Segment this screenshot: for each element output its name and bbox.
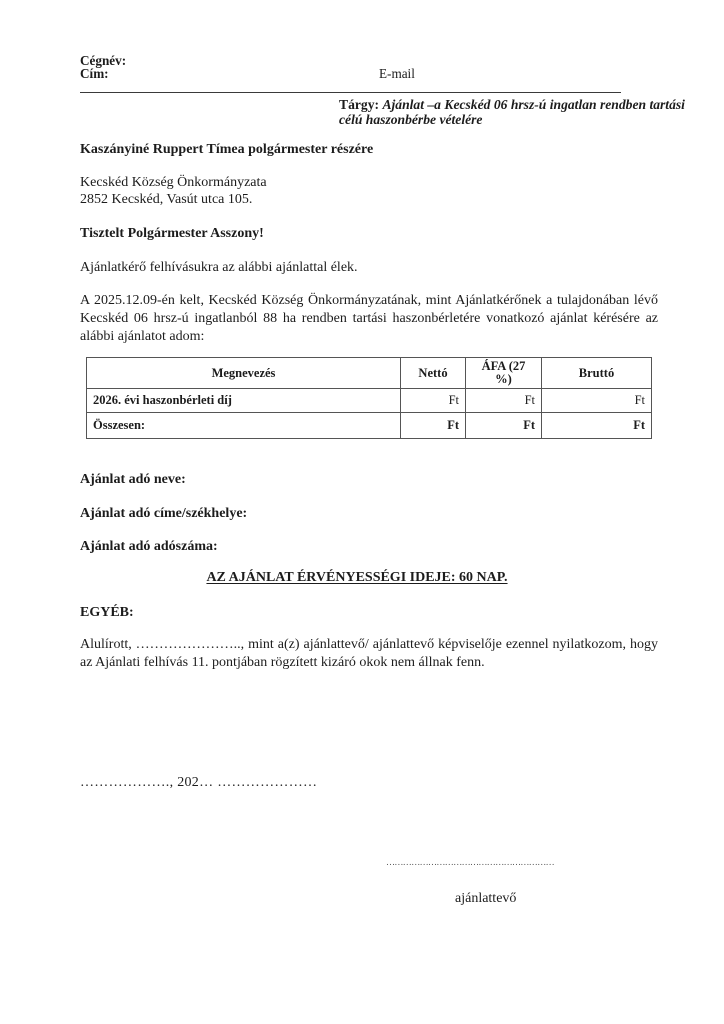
table-row [87, 389, 652, 413]
total-net-value[interactable]: Ft [401, 413, 466, 439]
col-header-net: Nettó [401, 358, 466, 389]
recipient-address: 2852 Kecskéd, Vasút utca 105. [80, 192, 253, 207]
recipient-org: Kecskéd Község Önkormányzata [80, 175, 267, 190]
subject-line-2: célú haszonbérbe vételére [339, 112, 483, 127]
table-header-row [87, 358, 652, 389]
signature-line[interactable]: …………………………………………………… [386, 857, 555, 867]
address-label: Cím: [80, 66, 109, 81]
date-place-line[interactable]: ………………., 202… ………………… [80, 775, 318, 790]
offeror-address-label: Ajánlat adó címe/székhelye: [80, 506, 248, 521]
total-label: Összesen: [87, 413, 401, 439]
addressee: Kaszányiné Ruppert Tímea polgármester részére [80, 142, 374, 157]
col-header-vat: ÁFA (27 %) [466, 358, 542, 389]
offeror-name-label: Ajánlat adó neve: [80, 472, 186, 487]
company-name-label: Cégnév: [80, 53, 127, 68]
row-label: 2026. évi haszonbérleti díj [87, 389, 401, 413]
offer-table [86, 357, 652, 439]
body-paragraph: A 2025.12.09-én kelt, Kecskéd Község Önkormányzatának, mint Ajánlatkérőnek a tulajdonában lévő Kecskéd 06 hrsz-ú ingatlanból 88 ha rendben tartási haszonbérletére vonatkozó ajánlat kérésére az alábbi ajánlatot adom: [80, 293, 658, 344]
offeror-tax-label: Ajánlat adó adószáma: [80, 539, 218, 554]
email-label: E-mail [379, 66, 415, 81]
declaration-paragraph: Alulírott, ………………….., mint a(z) ajánlattevő/ ajánlattevő képviselője ezennel nyilatkozom, hogy az Ajánlati felhívás 11. pontjában rögzített kizáró okok nem állnak fenn. [80, 637, 658, 670]
vat-value[interactable]: Ft [466, 389, 542, 413]
header-divider [80, 92, 621, 93]
table-row-total [87, 413, 652, 439]
col-header-name: Megnevezés [87, 358, 401, 389]
signature-caption: ajánlattevő [455, 891, 517, 906]
subject-text-1: Ajánlat –a Kecskéd 06 hrsz-ú ingatlan rendben tartási [382, 97, 685, 112]
subject-label: Tárgy: [339, 97, 380, 112]
gross-value[interactable]: Ft [542, 389, 652, 413]
col-header-gross: Bruttó [542, 358, 652, 389]
total-vat-value[interactable]: Ft [466, 413, 542, 439]
validity-heading: AZ AJÁNLAT ÉRVÉNYESSÉGI IDEJE: 60 NAP. [206, 570, 508, 585]
salutation: Tisztelt Polgármester Asszony! [80, 226, 264, 241]
total-gross-value[interactable]: Ft [542, 413, 652, 439]
other-heading: EGYÉB: [80, 605, 134, 620]
net-value[interactable]: Ft [401, 389, 466, 413]
intro-text: Ajánlatkérő felhívásukra az alábbi ajánlattal élek. [80, 260, 358, 275]
